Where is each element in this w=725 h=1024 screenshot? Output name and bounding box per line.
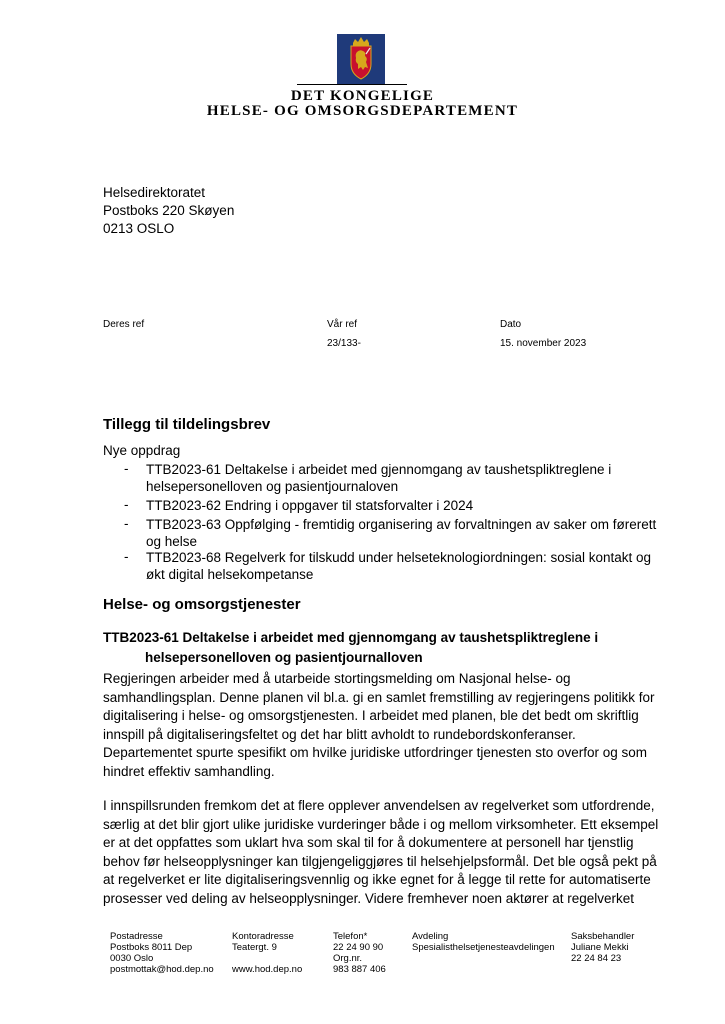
paragraph-line: innspill på digitaliseringsfeltet og det har blitt avholdt to rundebordskonferanser.: [103, 726, 576, 742]
footer-office: [232, 931, 302, 975]
footer-department: [412, 931, 555, 953]
footer-email-link[interactable]: postmottak@hod.dep.no: [110, 964, 214, 975]
dato-value: 15. november 2023: [500, 338, 587, 349]
paragraph-line: hindret effektiv samhandling.: [103, 763, 275, 779]
section-title: Helse- og omsorgstjenester: [103, 596, 301, 613]
var-ref-label: Vår ref: [327, 319, 358, 330]
paragraph-line: samhandlingsplan. Denne planen vil bl.a. gi en samlet fremstilling av regjeringens politikk for: [103, 689, 655, 705]
bullet-item: TTB2023-61 Deltakelse i arbeidet med gjennomgang av taushetspliktreglene i helsepersonelloven og pasientjournaloven: [146, 462, 612, 494]
sub-heading-cont: helsepersonelloven og pasientjournalloven: [145, 650, 423, 665]
recipient-postal: 0213 OSLO: [103, 221, 175, 236]
dato-label: Dato: [500, 319, 522, 330]
deres-ref-label: Deres ref: [103, 319, 145, 330]
footer-value: Juliane Mekki: [571, 942, 629, 953]
paragraph-line: Regjeringen arbeider med å utarbeide stortingsmelding om Nasjonal helse- og: [103, 671, 571, 686]
recipient-name: Helsedirektoratet: [103, 185, 206, 200]
footer-value: 0030 Oslo: [110, 953, 154, 964]
sub-heading: TTB2023-61 Deltakelse i arbeidet med gjennomgang av taushetspliktreglene i: [103, 630, 599, 645]
department-name-line1: DET KONGELIGE: [290, 88, 435, 104]
bullet-item: TTB2023-68 Regelverk for tilskudd under helseteknologiordningen: sosial kontakt og økt digital helsekompetanse: [146, 550, 652, 582]
footer-phone: [333, 931, 386, 975]
bullet-item: TTB2023-62 Endring i oppgaver til statsforvalter i 2024: [146, 498, 474, 513]
footer-label: Avdeling: [412, 931, 449, 942]
paragraph-1: [103, 670, 655, 782]
paragraph-line: prosesser ved deling av helseopplysninger. Videre fremhever noen aktører at regelverket: [103, 890, 635, 906]
bullet-marker: -: [124, 461, 129, 476]
var-ref-value: 23/133-: [327, 338, 361, 349]
paragraph-line: I innspillsrunden fremkom det at flere opplever anvendelsen av regelverket som utfordrende,: [103, 798, 655, 813]
department-name-line2: HELSE- OG OMSORGSDEPARTEMENT: [206, 103, 519, 119]
paragraph-line: behov før helseopplysninger kan tilgjengeliggjøres til helsehjelpsformål. Det ble også pekt på: [103, 853, 657, 869]
footer-label: Telefon*: [333, 931, 368, 942]
page-title: Tillegg til tildelingsbrev: [103, 416, 271, 433]
recipient-address: Postboks 220 Skøyen: [103, 203, 235, 218]
footer-value: Spesialisthelsetjenesteavdelingen: [412, 942, 555, 953]
footer-postal: [110, 931, 214, 975]
bullet-marker: -: [124, 549, 129, 564]
footer-value: Postboks 8011 Dep: [110, 942, 193, 953]
paragraph-2: [103, 797, 658, 909]
bullet-marker: -: [124, 516, 129, 531]
footer-label: Postadresse: [110, 931, 163, 942]
footer-label: Org.nr.: [333, 953, 363, 964]
paragraph-line: særlig at det blir gjort ulike juridiske vurderinger både i og mellom virksomheter. Ett eksempel: [103, 816, 659, 832]
header-rule: [297, 84, 407, 85]
intro-label: Nye oppdrag: [103, 443, 181, 458]
footer-website-link[interactable]: www.hod.dep.no: [232, 964, 303, 975]
footer-value: 22 24 90 90: [333, 942, 384, 953]
bullet-marker: -: [124, 497, 129, 512]
bullet-item: TTB2023-63 Oppfølging - fremtidig organisering av forvaltningen av saker om førerett og helse: [146, 517, 657, 549]
paragraph-line: er at det oppfattes som uklart hva som skal til for å dokumentere at personell har tjenstlig: [103, 835, 634, 851]
footer-value: 983 887 406: [333, 964, 386, 975]
footer-value: Teatergt. 9: [232, 942, 277, 953]
coat-of-arms-icon: [337, 34, 385, 84]
footer-value: 22 24 84 23: [571, 953, 622, 964]
paragraph-line: digitalisering i helse- og omsorgstjenesten. I arbeidet med planen, ble det bedt om skriftlig: [103, 708, 639, 724]
footer-value: [232, 953, 302, 964]
paragraph-line: at regelverket er lite digitaliseringsvennlig og ikke egnet for å legge til rette for automatiserte: [103, 872, 651, 888]
paragraph-line: Departementet spurte spesifikt om hvilke juridiske utfordringer tjenesten sto overfor og som: [103, 745, 648, 761]
footer-case-handler: [571, 931, 634, 964]
footer-label: Kontoradresse: [232, 931, 294, 942]
footer-label: Saksbehandler: [571, 931, 635, 942]
